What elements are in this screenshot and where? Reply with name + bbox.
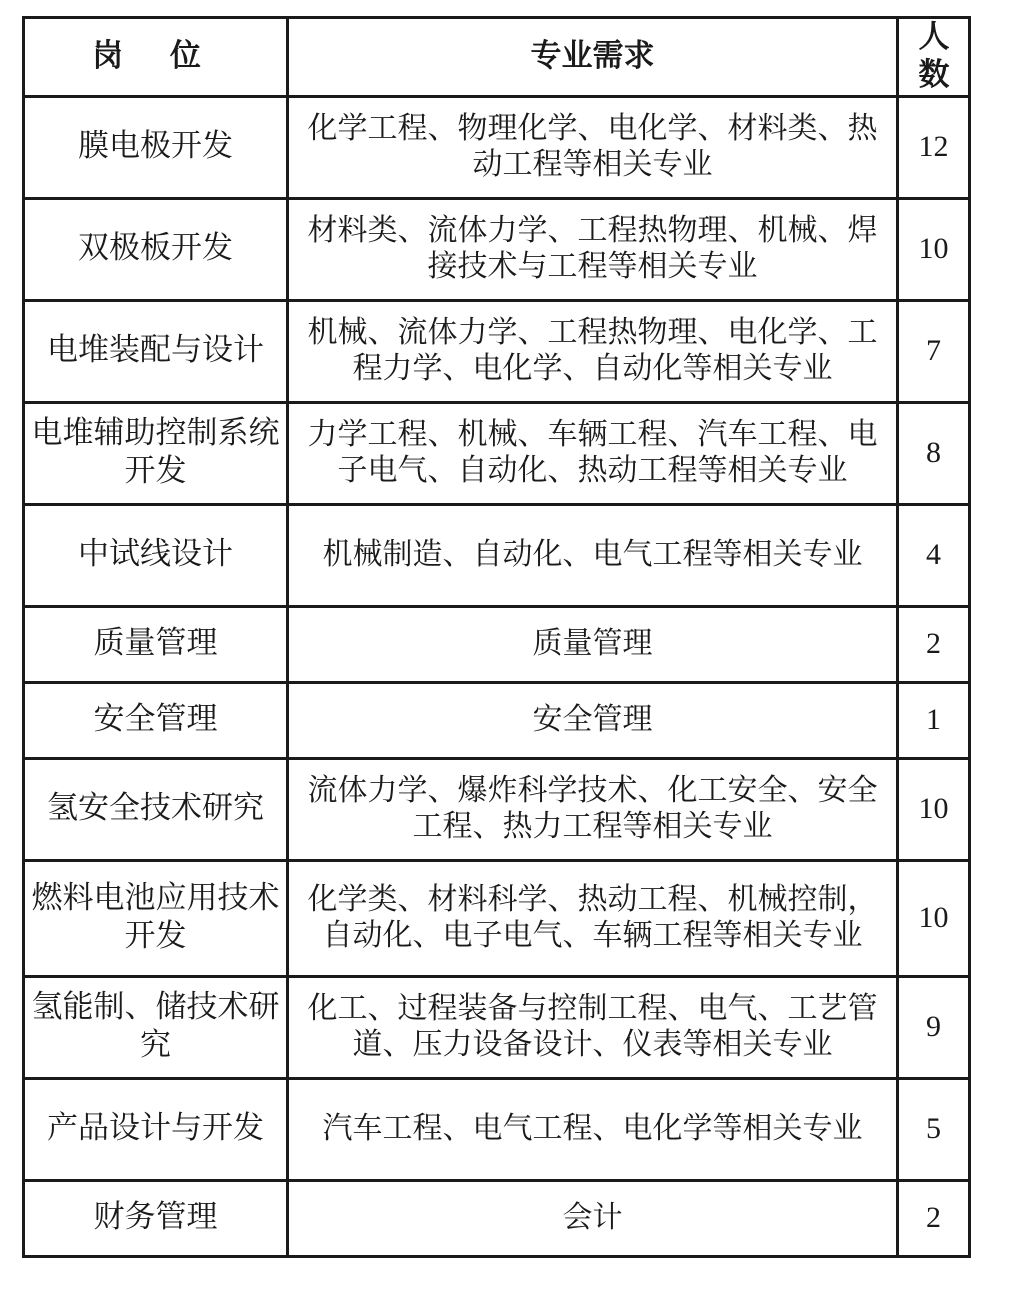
table-header-row [24, 18, 970, 97]
table-row [24, 606, 970, 682]
table-row [24, 402, 970, 504]
count-cell: 8 [898, 402, 970, 504]
position-cell: 产品设计与开发 [24, 1078, 288, 1180]
table-row [24, 96, 970, 198]
count-cell: 7 [898, 300, 970, 402]
count-cell: 10 [898, 198, 970, 300]
count-cell: 10 [898, 758, 970, 860]
position-cell: 中试线设计 [24, 504, 288, 606]
table-row [24, 300, 970, 402]
table-row [24, 198, 970, 300]
position-cell: 电堆装配与设计 [24, 300, 288, 402]
count-cell: 2 [898, 1180, 970, 1256]
major-cell: 化工、过程装备与控制工程、电气、工艺管道、压力设备设计、仪表等相关专业 [288, 976, 898, 1078]
major-cell: 力学工程、机械、车辆工程、汽车工程、电子电气、自动化、热动工程等相关专业 [288, 402, 898, 504]
count-cell: 12 [898, 96, 970, 198]
position-cell: 质量管理 [24, 606, 288, 682]
position-cell: 膜电极开发 [24, 96, 288, 198]
major-cell: 化学类、材料科学、热动工程、机械控制，自动化、电子电气、车辆工程等相关专业 [288, 860, 898, 976]
count-cell: 1 [898, 682, 970, 758]
major-cell: 安全管理 [288, 682, 898, 758]
table-row [24, 976, 970, 1078]
position-cell: 双极板开发 [24, 198, 288, 300]
count-cell: 4 [898, 504, 970, 606]
position-cell: 氢能制、储技术研究 [24, 976, 288, 1078]
major-cell: 会计 [288, 1180, 898, 1256]
position-cell: 燃料电池应用技术开发 [24, 860, 288, 976]
header-major: 专业需求 [288, 18, 898, 97]
table-row [24, 504, 970, 606]
table-row [24, 1180, 970, 1256]
table-row [24, 860, 970, 976]
recruitment-table [22, 16, 971, 1258]
table-row [24, 758, 970, 860]
header-position: 岗 位 [24, 18, 288, 97]
major-cell: 化学工程、物理化学、电化学、材料类、热动工程等相关专业 [288, 96, 898, 198]
major-cell: 机械制造、自动化、电气工程等相关专业 [288, 504, 898, 606]
position-cell: 电堆辅助控制系统开发 [24, 402, 288, 504]
header-count: 人数 [898, 18, 970, 97]
major-cell: 汽车工程、电气工程、电化学等相关专业 [288, 1078, 898, 1180]
major-cell: 材料类、流体力学、工程热物理、机械、焊接技术与工程等相关专业 [288, 198, 898, 300]
major-cell: 质量管理 [288, 606, 898, 682]
position-cell: 财务管理 [24, 1180, 288, 1256]
table-row [24, 682, 970, 758]
count-cell: 5 [898, 1078, 970, 1180]
major-cell: 机械、流体力学、工程热物理、电化学、工程力学、电化学、自动化等相关专业 [288, 300, 898, 402]
count-cell: 10 [898, 860, 970, 976]
table-row [24, 1078, 970, 1180]
count-cell: 2 [898, 606, 970, 682]
position-cell: 氢安全技术研究 [24, 758, 288, 860]
major-cell: 流体力学、爆炸科学技术、化工安全、安全工程、热力工程等相关专业 [288, 758, 898, 860]
position-cell: 安全管理 [24, 682, 288, 758]
count-cell: 9 [898, 976, 970, 1078]
